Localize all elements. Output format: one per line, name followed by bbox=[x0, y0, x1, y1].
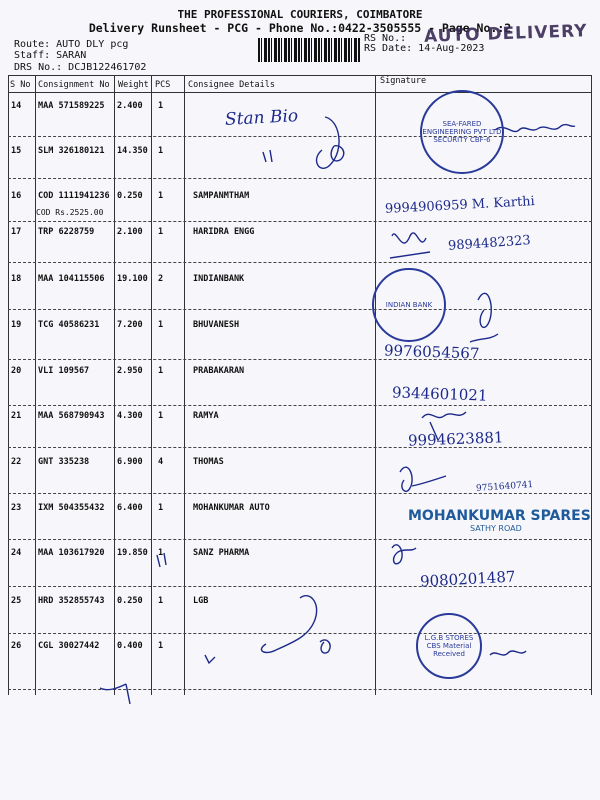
col-signature: Signature bbox=[380, 76, 427, 86]
rs-number: RS No.: bbox=[364, 33, 407, 44]
mohankumar-address: SATHY ROAD bbox=[470, 524, 522, 533]
company-seal: SEA-FARED ENGINEERING PVT LTD SECURITY CBF-6 bbox=[420, 90, 504, 174]
col-weight: Weight bbox=[118, 80, 149, 90]
runsheet-title: Delivery Runsheet - PCG - Phone No.:0422-3505555 - Page No.:2 bbox=[88, 21, 512, 35]
handwritten-phone: 9994906959 M. Karthi bbox=[384, 194, 536, 217]
col-sno: S No bbox=[10, 80, 31, 90]
col-pcs: PCS bbox=[155, 80, 171, 90]
handwritten-phone: 9080201487 bbox=[419, 567, 516, 591]
col-consignee: Consignee Details bbox=[188, 80, 275, 90]
handwritten-phone: 9344601021 bbox=[391, 383, 488, 405]
bank-seal: INDIAN BANK bbox=[372, 268, 446, 342]
drs-number: DRS No.: DCJB122461702 bbox=[14, 62, 147, 73]
route-label: Route: AUTO DLY pcg bbox=[14, 39, 129, 50]
runsheet-table: S No Consignment No Weight PCS Consignee Details Signature 14 MAA 571589225 2.400 1 15 SLM 326180121 14.350 1 16 COD 1111941236 0.250 1 SAMPANMTHAM COD Rs.2525.00 17 TRP 6228759 2.100 1 HARIDRA ENGG 18 MAA 104115506 19.100 2 INDIANBANK 19 TCG 40586231 7.200 1 BHUVANESH 20 VLI 109567 2.950 1 PRABAKARAN 21 MAA 568790943 4.300 1 RAMYA 22 GNT 335238 6.900 4 THOMAS 23 IXM 504355432 6.400 1 MOHANKUMAR AUTO 24 MAA 103617920 19.850 1 SANZ PHARMA 25 HRD 352855743 0.250 1 LGB 26 CGL 30027442 0.400 1 bbox=[8, 75, 592, 695]
lgb-seal: L.G.B STORES CBS Material Received bbox=[416, 613, 482, 679]
col-consignment: Consignment No bbox=[38, 80, 110, 90]
company-title: THE PROFESSIONAL COURIERS, COIMBATORE bbox=[177, 8, 423, 21]
handwritten-phone: 9994623881 bbox=[407, 428, 504, 450]
staff-label: Staff: SARAN bbox=[14, 50, 87, 61]
handwritten-name: Stan Bio bbox=[224, 106, 299, 130]
cod-amount: COD Rs.2525.00 bbox=[36, 208, 104, 217]
handwritten-phone: 9751640741 bbox=[475, 480, 534, 494]
rs-date: RS Date: 14-Aug-2023 bbox=[364, 43, 485, 54]
handwritten-phone: 9894482323 bbox=[447, 233, 532, 254]
handwritten-phone: 9976054567 bbox=[383, 341, 480, 363]
auto-delivery-stamp: AUTO DELIVERY bbox=[423, 21, 588, 47]
mohankumar-stamp: MOHANKUMAR SPARES bbox=[408, 508, 591, 524]
